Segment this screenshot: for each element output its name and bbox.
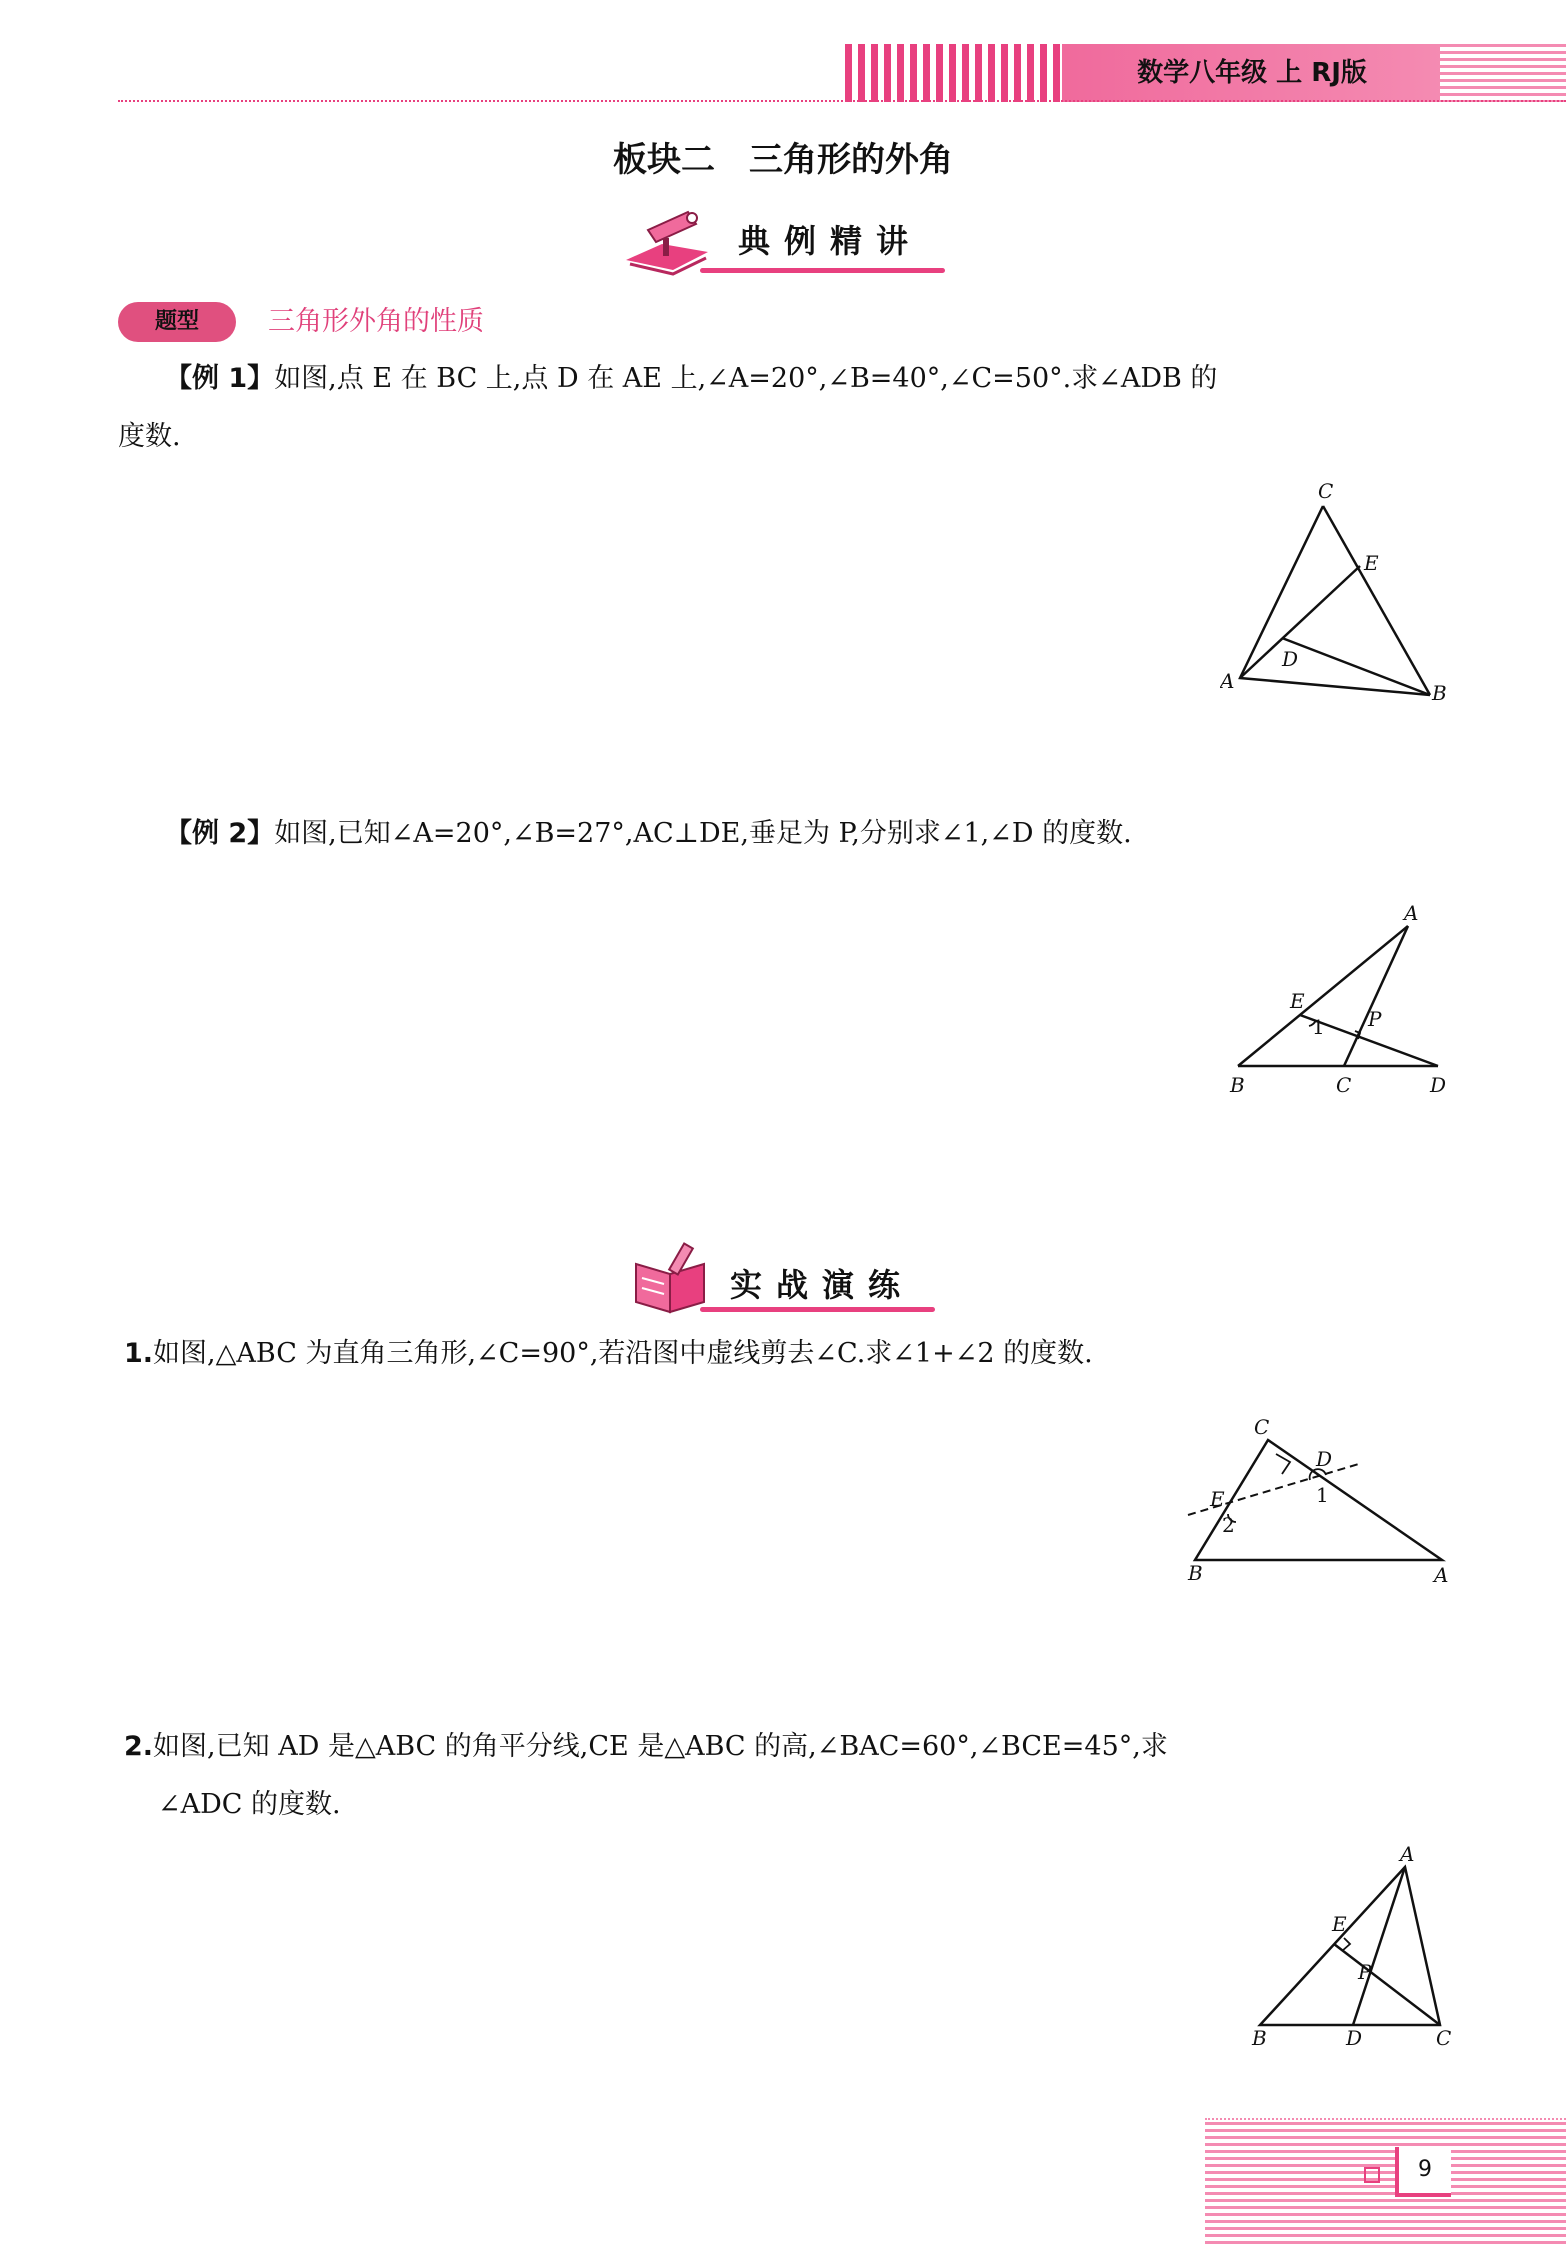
fig2-label-a: A (1404, 901, 1419, 925)
exercise2-line1 (124, 1718, 1168, 1776)
fig1-label-d: D (1282, 647, 1299, 671)
fig1-label-a: A (1220, 669, 1235, 693)
example1-line1 (165, 350, 1217, 408)
example2-text: 如图,已知∠A=20°,∠B=27°,AC⊥DE,垂足为 P,分别求∠1,∠D 的度数. (274, 818, 1132, 849)
fig3-label-1: 1 (1316, 1483, 1329, 1507)
fig2-label-p: P (1368, 1007, 1382, 1031)
type-pill: 题型 (118, 302, 236, 342)
fig4-label-e: E (1332, 1912, 1347, 1936)
banner-underline (700, 268, 945, 273)
fig2-label-d: D (1430, 1073, 1447, 1097)
fig4-label-a: A (1400, 1845, 1415, 1866)
page-number: 9 (1395, 2147, 1451, 2197)
fig4-label-c: C (1436, 2026, 1452, 2050)
book-title: 数学八年级 上 RJ版 (1137, 58, 1367, 88)
exercise2-text: 如图,已知 AD 是△ABC 的角平分线,CE 是△ABC 的高,∠BAC=60°,∠BCE=45°,求 (153, 1731, 1168, 1762)
banner-shizhan: 实战演练 (730, 1266, 915, 1304)
fig4-label-p: P (1358, 1960, 1372, 1984)
exercise1-num: 1. (124, 1338, 154, 1369)
header-rule (118, 100, 1566, 106)
example1-tag: 【例 1】 (165, 363, 275, 394)
exercise1-line (124, 1325, 1093, 1383)
exercise2-figure (1240, 1845, 1470, 2050)
example1-figure (1220, 478, 1455, 710)
fig2-label-b: B (1230, 1073, 1245, 1097)
fig3-label-b: B (1188, 1561, 1203, 1585)
fig3-label-a: A (1434, 1563, 1449, 1585)
fig1-label-b: B (1432, 681, 1447, 705)
fig2-label-e: E (1290, 989, 1305, 1013)
fig3-label-d: D (1316, 1447, 1333, 1471)
exercise2-num: 2. (124, 1731, 154, 1762)
exercise2-line2: ∠ADC 的度数. (158, 1789, 341, 1820)
example1-text: 如图,点 E 在 BC 上,点 D 在 AE 上,∠A=20°,∠B=40°,∠C=50°.求∠ADB 的 (274, 363, 1218, 394)
exercise1-figure (1180, 1410, 1455, 1585)
type-label: 三角形外角的性质 (268, 306, 484, 337)
fig2-label-1: 1 (1312, 1015, 1325, 1039)
section-title: 板块二 三角形的外角 (613, 140, 953, 180)
fig4-label-b: B (1252, 2026, 1267, 2050)
telescope-icon (618, 200, 713, 278)
exercise1-text: 如图,△ABC 为直角三角形,∠C=90°,若沿图中虚线剪去∠C.求∠1+∠2 的度数. (153, 1338, 1093, 1369)
fig1-label-e: E (1364, 551, 1379, 575)
fig1-label-c: C (1318, 479, 1334, 503)
fig3-label-2: 2 (1222, 1513, 1235, 1537)
banner-dianli: 典例精讲 (738, 222, 923, 260)
footer-rule (1205, 2118, 1566, 2120)
page-square (1364, 2167, 1380, 2183)
fig3-label-c: C (1254, 1415, 1270, 1439)
banner2-underline (700, 1307, 935, 1312)
example1-line2: 度数. (118, 421, 181, 452)
header-lines (1440, 44, 1566, 102)
example2-tag: 【例 2】 (165, 818, 275, 849)
fig4-label-d: D (1346, 2026, 1363, 2050)
example2-line (165, 805, 1132, 863)
footer-lines (1205, 2122, 1566, 2244)
fig2-label-c: C (1336, 1073, 1352, 1097)
example2-figure (1220, 898, 1460, 1098)
header-stripes (845, 44, 1060, 102)
fig3-label-e: E (1210, 1487, 1225, 1511)
